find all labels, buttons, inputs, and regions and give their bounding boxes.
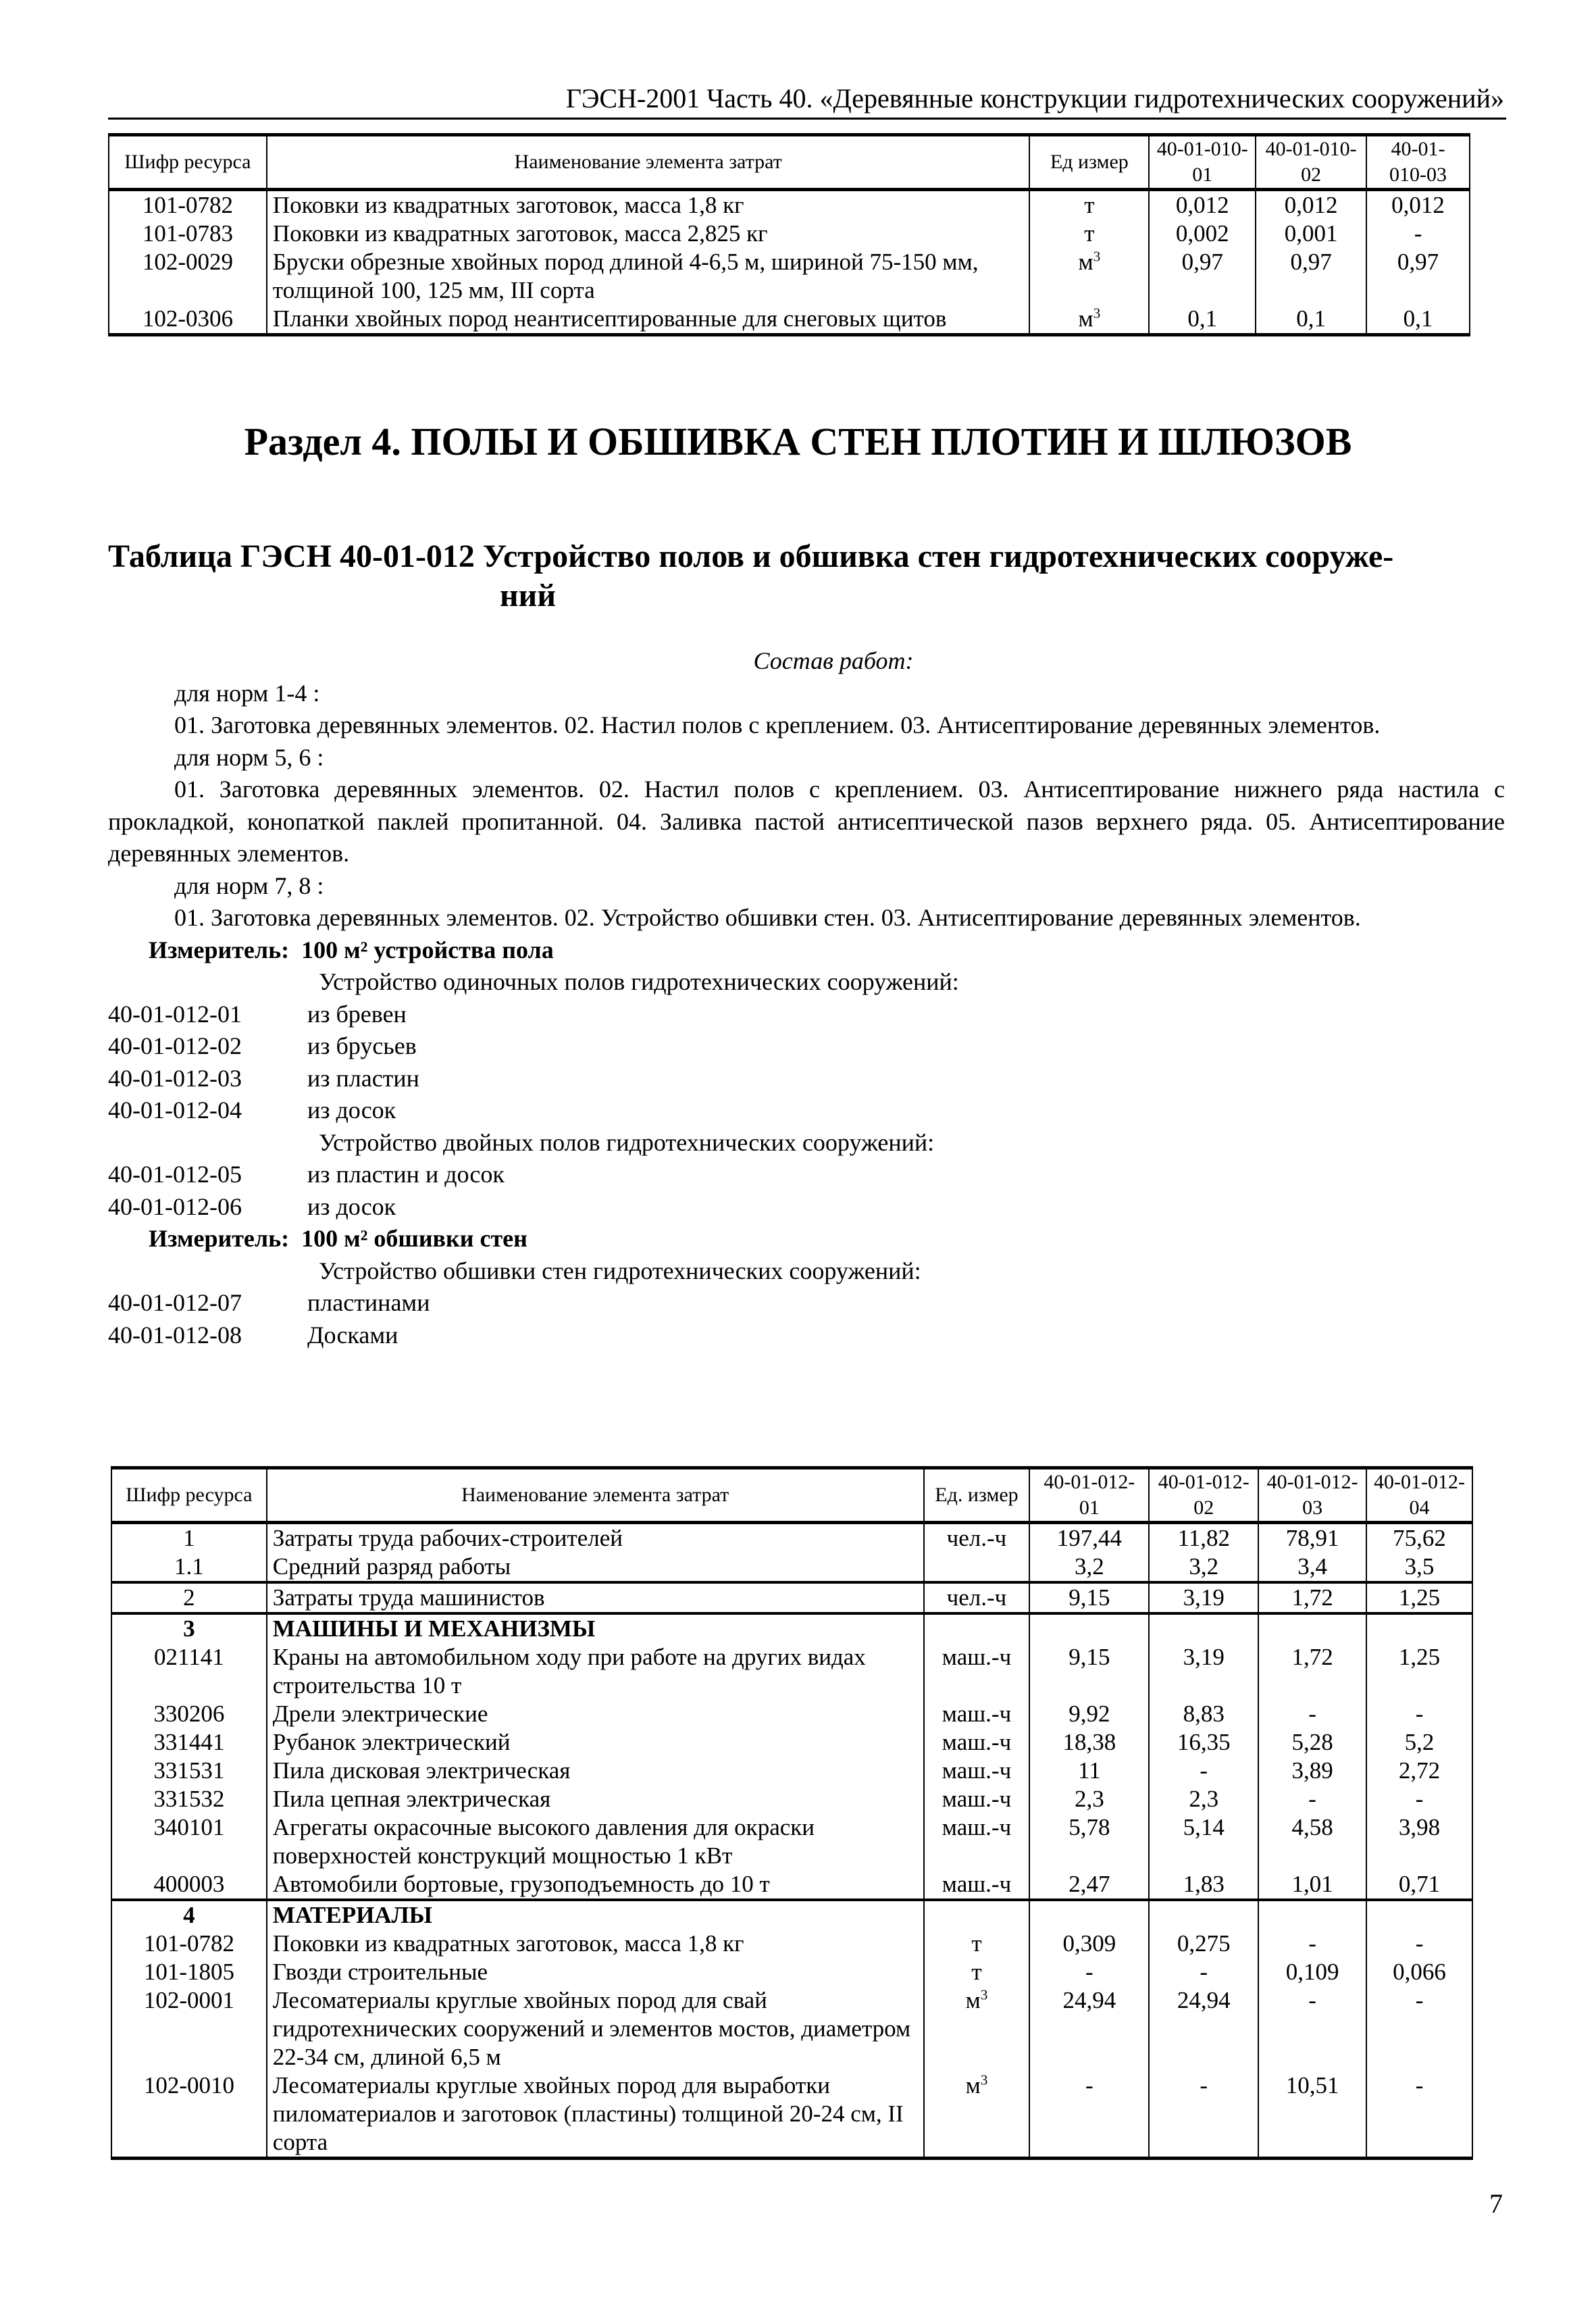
resource-name: Затраты труда машинистов <box>267 1582 924 1613</box>
norm-value: 0,97 <box>1366 248 1470 305</box>
resource-name: Пила цепная электрическая <box>267 1785 924 1813</box>
norm-description: из бревен <box>307 1000 407 1028</box>
norm-value: 3,19 <box>1149 1643 1258 1700</box>
norm-value: 197,44 <box>1029 1523 1149 1553</box>
norm-code: 40-01-012-01 <box>108 1000 242 1028</box>
norm-value: 4,58 <box>1258 1813 1366 1870</box>
column-header: 40-01-010-03 <box>1366 135 1470 190</box>
norm-value: 5,78 <box>1029 1813 1149 1870</box>
norm-value: 0,012 <box>1366 190 1470 220</box>
norm-value: 2,72 <box>1366 1757 1472 1785</box>
norm-value: - <box>1258 1700 1366 1728</box>
norm-value: - <box>1149 2071 1258 2159</box>
table-row <box>109 305 1470 335</box>
composition-title: Состав работ: <box>753 647 914 674</box>
norm-group-label: для норм 7, 8 : <box>174 872 324 899</box>
table-row <box>109 248 1470 305</box>
norm-description: из брусьев <box>307 1032 417 1059</box>
norm-value: 3,98 <box>1366 1813 1472 1870</box>
resource-name: Гвозди строительные <box>267 1958 924 1986</box>
unit: $м^3$ <box>1029 248 1149 305</box>
norm-code: 40-01-012-05 <box>108 1161 242 1188</box>
table-row <box>111 1958 1472 1986</box>
unit: $м^3$ <box>1029 305 1149 335</box>
norm-description: пластинами <box>307 1289 430 1316</box>
table-title-line2: ний <box>500 578 556 613</box>
norm-value: 5,2 <box>1366 1728 1472 1757</box>
resource-code: 102-0001 <box>111 1986 267 2071</box>
norm-value: - <box>1029 1958 1149 1986</box>
unit: маш.-ч <box>924 1785 1030 1813</box>
resource-code: 1.1 <box>111 1553 267 1582</box>
resource-name: Бруски обрезные хвойных пород длиной 4-6,5 м, шириной 75-150 мм, толщиной 100, 125 мм, III сорта <box>267 248 1030 305</box>
unit <box>924 1900 1030 1930</box>
resource-table-012 <box>111 1466 1473 2160</box>
unit: т <box>924 1958 1030 1986</box>
column-header: Шифр ресурса <box>111 1468 267 1523</box>
table-title <box>108 537 1479 615</box>
norm-value <box>1029 1613 1149 1643</box>
norm-code: 40-01-012-07 <box>108 1289 242 1316</box>
resource-name: Поковки из квадратных заготовок, масса 1,8 кг <box>267 190 1030 220</box>
unit: маш.-ч <box>924 1757 1030 1785</box>
norm-value: 1,72 <box>1258 1643 1366 1700</box>
unit: т <box>1029 220 1149 248</box>
norm-value: 0,71 <box>1366 1870 1472 1900</box>
resource-code: 1 <box>111 1523 267 1553</box>
norm-value: 0,002 <box>1149 220 1256 248</box>
unit <box>924 1613 1030 1643</box>
norm-value: 0,275 <box>1149 1930 1258 1958</box>
table-row <box>109 190 1470 220</box>
norm-value: - <box>1149 1757 1258 1785</box>
norm-value: 1,83 <box>1149 1870 1258 1900</box>
resource-name: Лесоматериалы круглые хвойных пород для выработки пиломатериалов и заготовок (пластины) толщиной 20-24 см, II сорта <box>267 2071 924 2159</box>
norm-value <box>1258 1900 1366 1930</box>
norm-item <box>108 1030 1505 1063</box>
norm-value: 3,2 <box>1149 1553 1258 1582</box>
norm-value <box>1366 1900 1472 1930</box>
table-row <box>111 1613 1472 1643</box>
resource-code: 4 <box>111 1900 267 1930</box>
norm-value: - <box>1258 1986 1366 2071</box>
subheading-single-floors: Устройство одиночных полов гидротехнических сооружений: <box>319 968 959 995</box>
table-row <box>111 1523 1472 1553</box>
resource-code: 101-1805 <box>111 1958 267 1986</box>
column-header: 40-01-012-01 <box>1029 1468 1149 1523</box>
column-header: 40-01-012-04 <box>1366 1468 1472 1523</box>
unit: чел.-ч <box>924 1523 1030 1553</box>
unit: т <box>924 1930 1030 1958</box>
page-number: 7 <box>1489 2188 1503 2219</box>
resource-code: 340101 <box>111 1813 267 1870</box>
column-header: Наименование элемента затрат <box>267 135 1030 190</box>
resource-code: 102-0010 <box>111 2071 267 2159</box>
resource-name: Агрегаты окрасочные высокого давления для окраски поверхностей конструкций мощностью 1 кВт <box>267 1813 924 1870</box>
norm-value: 0,1 <box>1366 305 1470 335</box>
norm-value: 0,309 <box>1029 1930 1149 1958</box>
table-row <box>111 1700 1472 1728</box>
column-header: 40-01-012-03 <box>1258 1468 1366 1523</box>
unit: маш.-ч <box>924 1728 1030 1757</box>
norm-value: 2,3 <box>1029 1785 1149 1813</box>
resource-name: МАШИНЫ И МЕХАНИЗМЫ <box>267 1613 924 1643</box>
resource-name: МАТЕРИАЛЫ <box>267 1900 924 1930</box>
norm-value: - <box>1366 1700 1472 1728</box>
resource-code: 3 <box>111 1613 267 1643</box>
norm-value: 9,92 <box>1029 1700 1149 1728</box>
resource-name: Краны на автомобильном ходу при работе на других видах строительства 10 т <box>267 1643 924 1700</box>
norm-item <box>108 1159 1505 1191</box>
norm-value: 5,14 <box>1149 1813 1258 1870</box>
norm-value: - <box>1366 1930 1472 1958</box>
table-row <box>111 1757 1472 1785</box>
table-row <box>111 1728 1472 1757</box>
norm-value <box>1366 1613 1472 1643</box>
unit: маш.-ч <box>924 1643 1030 1700</box>
norm-description: Досками <box>307 1321 398 1349</box>
unit: маш.-ч <box>924 1813 1030 1870</box>
norm-value: 0,109 <box>1258 1958 1366 1986</box>
norm-value: 75,62 <box>1366 1523 1472 1553</box>
unit: $м^3$ <box>924 1986 1030 2071</box>
norm-value: 11,82 <box>1149 1523 1258 1553</box>
table-row <box>111 1813 1472 1870</box>
table-row <box>111 1643 1472 1700</box>
norm-item <box>108 1063 1505 1095</box>
norm-value: 1,72 <box>1258 1582 1366 1613</box>
resource-code: 330206 <box>111 1700 267 1728</box>
norm-value: 1,25 <box>1366 1643 1472 1700</box>
resource-name: Автомобили бортовые, грузоподъемность до 10 т <box>267 1870 924 1900</box>
norm-value: 1,25 <box>1366 1582 1472 1613</box>
norm-item <box>108 1319 1505 1352</box>
unit <box>924 1553 1030 1582</box>
norm-value <box>1258 1613 1366 1643</box>
meter-floor: Измеритель: 100 м² устройства пола <box>149 936 554 963</box>
meter-walls: Измеритель: 100 м² обшивки стен <box>149 1225 527 1252</box>
resource-name: Планки хвойных пород неантисептированные для снеговых щитов <box>267 305 1030 335</box>
table-title-line1: Таблица ГЭСН 40-01-012 Устройство полов и обшивка стен гидротехнических сооруже- <box>108 538 1394 574</box>
norm-value: 3,5 <box>1366 1553 1472 1582</box>
work-composition-text: 01. Заготовка деревянных элементов. 02. Устройство обшивки стен. 03. Антисептирование деревянных элементов. <box>174 904 1361 931</box>
unit: маш.-ч <box>924 1870 1030 1900</box>
work-composition-text: 01. Заготовка деревянных элементов. 02. Настил полов с креплением. 03. Антисептирование деревянных элементов. <box>174 711 1381 738</box>
subheading-wall-cladding: Устройство обшивки стен гидротехнических сооружений: <box>319 1257 921 1284</box>
resource-name: Затраты труда рабочих-строителей <box>267 1523 924 1553</box>
resource-code: 101-0782 <box>109 190 267 220</box>
norm-value: - <box>1366 1785 1472 1813</box>
norm-value: 9,15 <box>1029 1582 1149 1613</box>
table-row <box>111 1582 1472 1613</box>
work-composition-text: 01. Заготовка деревянных элементов. 02. Настил полов с креплением. 03. Антисептирование нижнего ряда настила с прокладкой, конопаткой паклей пропитанной. 04. Заливка пастой антисептической пазов верхнего ряда. 05. Антисептирование деревянных элементов. <box>108 776 1505 867</box>
resource-code: 102-0029 <box>109 248 267 305</box>
resource-code: 331441 <box>111 1728 267 1757</box>
norm-item <box>108 1095 1505 1127</box>
resource-code: 400003 <box>111 1870 267 1900</box>
norm-value: 24,94 <box>1029 1986 1149 2071</box>
table-row <box>111 2071 1472 2159</box>
norm-item <box>108 1287 1505 1319</box>
table-row <box>111 1870 1472 1900</box>
section-title: Раздел 4. ПОЛЫ И ОБШИВКА СТЕН ПЛОТИН И ШЛЮЗОВ <box>244 420 1352 463</box>
table-row <box>111 1900 1472 1930</box>
norm-value: 3,2 <box>1029 1553 1149 1582</box>
norm-value: 0,1 <box>1149 305 1256 335</box>
norm-value: 0,001 <box>1256 220 1366 248</box>
column-header: Ед измер <box>1029 135 1149 190</box>
resource-code: 101-0783 <box>109 220 267 248</box>
norm-code: 40-01-012-06 <box>108 1192 242 1220</box>
resource-code: 101-0782 <box>111 1930 267 1958</box>
unit: $м^3$ <box>924 2071 1030 2159</box>
column-header: Шифр ресурса <box>109 135 267 190</box>
header-rule <box>108 118 1506 120</box>
column-header: 40-01-010-01 <box>1149 135 1256 190</box>
norm-item <box>108 999 1505 1031</box>
norm-value: - <box>1149 1958 1258 1986</box>
table-row <box>109 220 1470 248</box>
norm-value: 3,89 <box>1258 1757 1366 1785</box>
column-header: Ед. измер <box>924 1468 1030 1523</box>
norm-value: 8,83 <box>1149 1700 1258 1728</box>
norm-value: 18,38 <box>1029 1728 1149 1757</box>
norm-item <box>108 1191 1505 1224</box>
resource-name: Пила дисковая электрическая <box>267 1757 924 1785</box>
resource-code: 102-0306 <box>109 305 267 335</box>
norm-value: 9,15 <box>1029 1643 1149 1700</box>
norm-value: 0,97 <box>1256 248 1366 305</box>
table-row <box>111 1785 1472 1813</box>
norm-value: 3,19 <box>1149 1582 1258 1613</box>
table-row <box>111 1930 1472 1958</box>
subheading-double-floors: Устройство двойных полов гидротехнических сооружений: <box>319 1128 935 1156</box>
norm-value: 16,35 <box>1149 1728 1258 1757</box>
norm-code: 40-01-012-02 <box>108 1032 242 1059</box>
unit: маш.-ч <box>924 1700 1030 1728</box>
norm-value: 0,012 <box>1149 190 1256 220</box>
norm-value <box>1149 1900 1258 1930</box>
norm-value: 0,1 <box>1256 305 1366 335</box>
resource-code: 331531 <box>111 1757 267 1785</box>
norm-code: 40-01-012-04 <box>108 1097 242 1124</box>
resource-name: Поковки из квадратных заготовок, масса 1,8 кг <box>267 1930 924 1958</box>
norm-description: из пластин <box>307 1064 419 1092</box>
table-row <box>111 1553 1472 1582</box>
unit: чел.-ч <box>924 1582 1030 1613</box>
norm-value: - <box>1366 1986 1472 2071</box>
column-header: Наименование элемента затрат <box>267 1468 924 1523</box>
norm-value: 0,97 <box>1149 248 1256 305</box>
norm-value: 0,012 <box>1256 190 1366 220</box>
norm-value: 24,94 <box>1149 1986 1258 2071</box>
norm-value: - <box>1258 1785 1366 1813</box>
norm-value: 11 <box>1029 1757 1149 1785</box>
table-row <box>111 1986 1472 2071</box>
norm-group-label: для норм 1-4 : <box>174 679 320 707</box>
unit: т <box>1029 190 1149 220</box>
norm-description: из досок <box>307 1192 396 1220</box>
column-header: 40-01-012-02 <box>1149 1468 1258 1523</box>
norm-value <box>1149 1613 1258 1643</box>
norm-value: - <box>1366 220 1470 248</box>
resource-code: 2 <box>111 1582 267 1613</box>
norm-group-label: для норм 5, 6 : <box>174 743 324 771</box>
norm-value: 10,51 <box>1258 2071 1366 2159</box>
norm-value: 3,4 <box>1258 1553 1366 1582</box>
norm-value: 5,28 <box>1258 1728 1366 1757</box>
resource-name: Средний разряд работы <box>267 1553 924 1582</box>
norm-value: - <box>1258 1930 1366 1958</box>
norm-code: 40-01-012-03 <box>108 1064 242 1092</box>
norm-value: 2,47 <box>1029 1870 1149 1900</box>
norm-value: - <box>1366 2071 1472 2159</box>
norm-value: 1,01 <box>1258 1870 1366 1900</box>
norm-value <box>1029 1900 1149 1930</box>
resource-name: Лесоматериалы круглые хвойных пород для свай гидротехнических сооружений и элементов мостов, диаметром 22-34 см, длиной 6,5 м <box>267 1986 924 2071</box>
resource-table-010 <box>108 133 1470 336</box>
resource-code: 021141 <box>111 1643 267 1700</box>
resource-code: 331532 <box>111 1785 267 1813</box>
norm-value: - <box>1029 2071 1149 2159</box>
norm-description: из досок <box>307 1097 396 1124</box>
column-header: 40-01-010-02 <box>1256 135 1366 190</box>
running-header: ГЭСН-2001 Часть 40. «Деревянные конструкции гидротехнических сооружений» <box>565 83 1504 114</box>
composition-block <box>108 645 1505 1351</box>
norm-value: 2,3 <box>1149 1785 1258 1813</box>
resource-name: Дрели электрические <box>267 1700 924 1728</box>
resource-name: Поковки из квадратных заготовок, масса 2,825 кг <box>267 220 1030 248</box>
resource-name: Рубанок электрический <box>267 1728 924 1757</box>
norm-value: 78,91 <box>1258 1523 1366 1553</box>
norm-description: из пластин и досок <box>307 1161 505 1188</box>
norm-code: 40-01-012-08 <box>108 1321 242 1349</box>
norm-value: 0,066 <box>1366 1958 1472 1986</box>
